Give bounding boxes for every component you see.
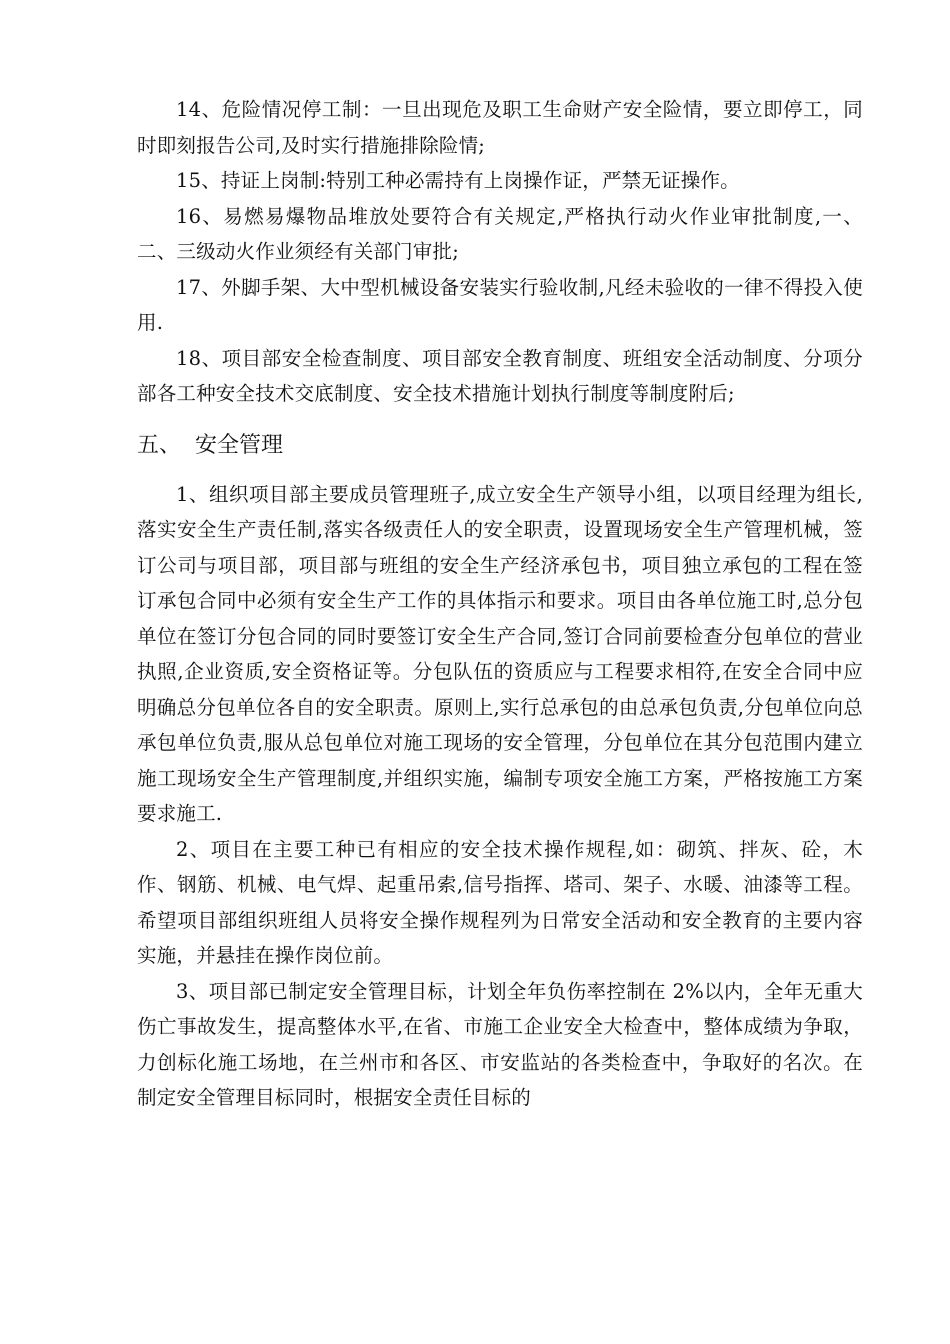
section-title: 安全管理 bbox=[195, 432, 284, 458]
management-paragraph-2: 2、项目在主要工种已有相应的安全技术操作规程,如：砌筑、拌灰、砼，木作、钢筋、机械、电气焊、起重吊索,信号指挥、塔司、架子、水暖、油漆等工程。希望项目部组织班组人员将安全操作规程列为日常安全活动和安全教育的主要内容实施，并悬挂在操作岗位前。 bbox=[137, 837, 863, 967]
section-number: 五、 bbox=[137, 432, 182, 458]
rule-paragraph-15: 15、持证上岗制:特别工种必需持有上岗操作证，严禁无证操作。 bbox=[176, 169, 740, 192]
rule-paragraph-18: 18、项目部安全检查制度、项目部安全教育制度、班组安全活动制度、分项分部各工种安全技术交底制度、安全技术措施计划执行制度等制度附后; bbox=[137, 346, 863, 405]
document-body bbox=[137, 92, 863, 1116]
management-paragraph-1: 1、组织项目部主要成员管理班子,成立安全生产领导小组，以项目经理为组长,落实安全生产责任制,落实各级责任人的安全职责，设置现场安全生产管理机械，签订公司与项目部，项目部与班组的安全生产经济承包书，项目独立承包的工程在签订承包合同中必须有安全生产工作的具体指示和要求。项目由各单位施工时,总分包单位在签订分包合同的同时要签订安全生产合同,签订合同前要检查分包单位的营业执照,企业资质,安全资格证等。分包队伍的资质应与工程要求相符,在安全合同中应明确总分包单位各自的安全职责。原则上,实行总承包的由总承包负责,分包单位向总承包单位负责,服从总包单位对施工现场的安全管理，分包单位在其分包范围内建立施工现场安全生产管理制度,并组织实施，编制专项安全施工方案，严格按施工方案要求施工. bbox=[137, 482, 863, 825]
rule-paragraph-17: 17、外脚手架、大中型机械设备安装实行验收制,凡经未验收的一律不得投入使用. bbox=[137, 275, 863, 334]
section-heading bbox=[137, 429, 863, 463]
management-paragraph-3: 3、项目部已制定安全管理目标，计划全年负伤率控制在 2%以内，全年无重大伤亡事故发生，提高整体水平,在省、市施工企业安全大检查中，整体成绩为争取，力创标化施工场地，在兰州市和各区、市安监站的各类检查中，争取好的名次。在制定安全管理目标同时，根据安全责任目标的 bbox=[137, 979, 863, 1109]
rule-paragraph-16: 16、易燃易爆物品堆放处要符合有关规定,严格执行动火作业审批制度,一、二、三级动火作业须经有关部门审批; bbox=[137, 204, 863, 263]
rule-paragraph-14: 14、危险情况停工制：一旦出现危及职工生命财产安全险情，要立即停工，同时即刻报告公司,及时实行措施排除险情; bbox=[137, 98, 863, 157]
